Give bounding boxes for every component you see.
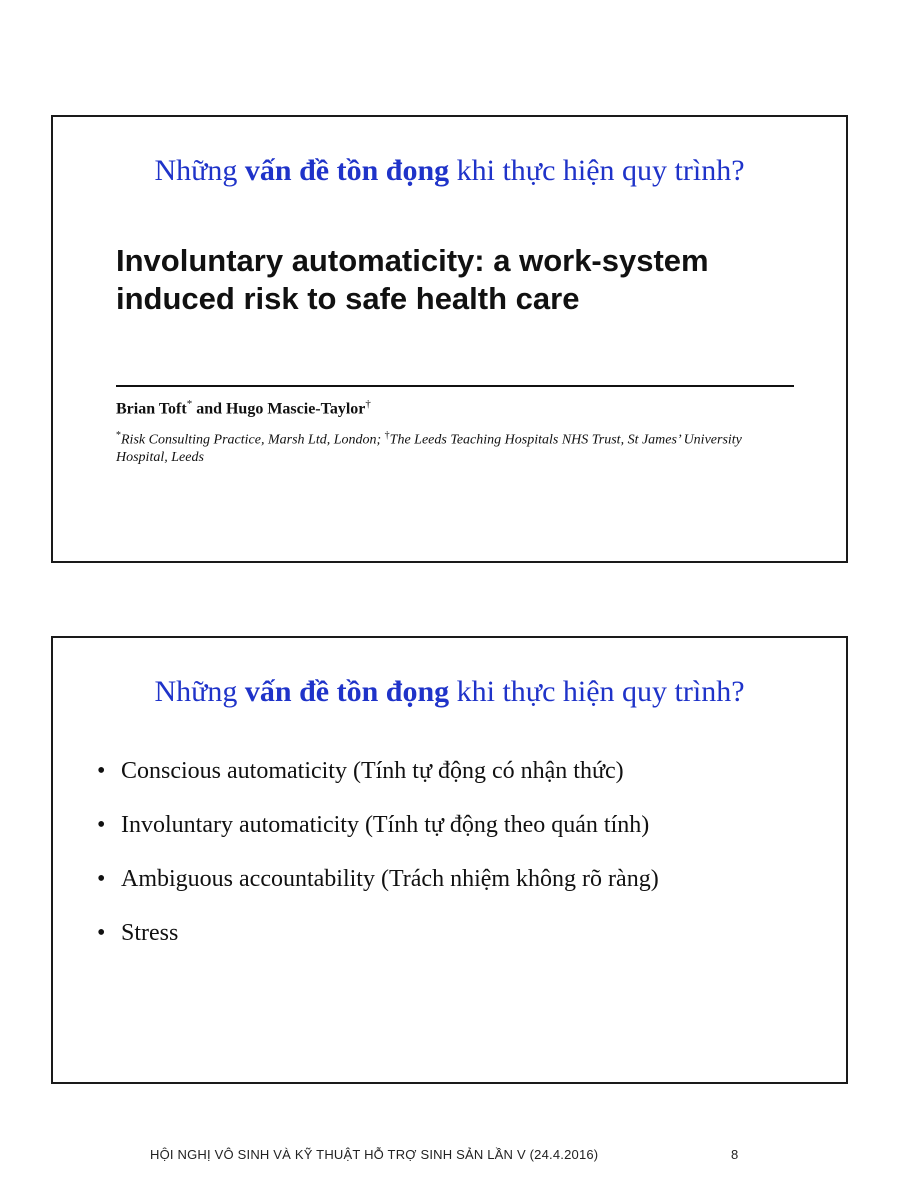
paper-title-line-2: induced risk to safe health care — [116, 281, 580, 316]
slide-2-title: Những vấn đề tồn đọng khi thực hiện quy trình? — [154, 675, 745, 708]
slide-1 — [51, 115, 848, 563]
bullet-item: • Ambiguous accountability (Trách nhiệm không rõ ràng) — [97, 866, 659, 892]
paper-title-line-1: Involuntary automaticity: a work-system — [116, 243, 709, 278]
divider-rule — [116, 385, 794, 387]
author-affiliations: *Risk Consulting Practice, Marsh Ltd, London; †The Leeds Teaching Hospitals NHS Trust, St James’ University Hospital, Leeds — [116, 430, 742, 465]
bullet-item: • Stress — [97, 920, 179, 946]
slide-2 — [51, 636, 848, 1084]
bullet-item: • Involuntary automaticity (Tính tự động theo quán tính) — [97, 812, 650, 838]
page-footer: HỘI NGHỊ VÔ SINH VÀ KỸ THUẬT HỖ TRỢ SINH SẢN LẦN V (24.4.2016) — [150, 1147, 599, 1162]
bullet-list — [97, 756, 659, 972]
slide-1-title: Những vấn đề tồn đọng khi thực hiện quy trình? — [154, 154, 745, 187]
page-number: 8 — [731, 1147, 739, 1162]
paper-authors: Brian Toft* and Hugo Mascie-Taylor† — [116, 398, 371, 418]
paper-title — [116, 242, 816, 318]
bullet-item: • Conscious automaticity (Tính tự động có nhận thức) — [97, 758, 624, 784]
